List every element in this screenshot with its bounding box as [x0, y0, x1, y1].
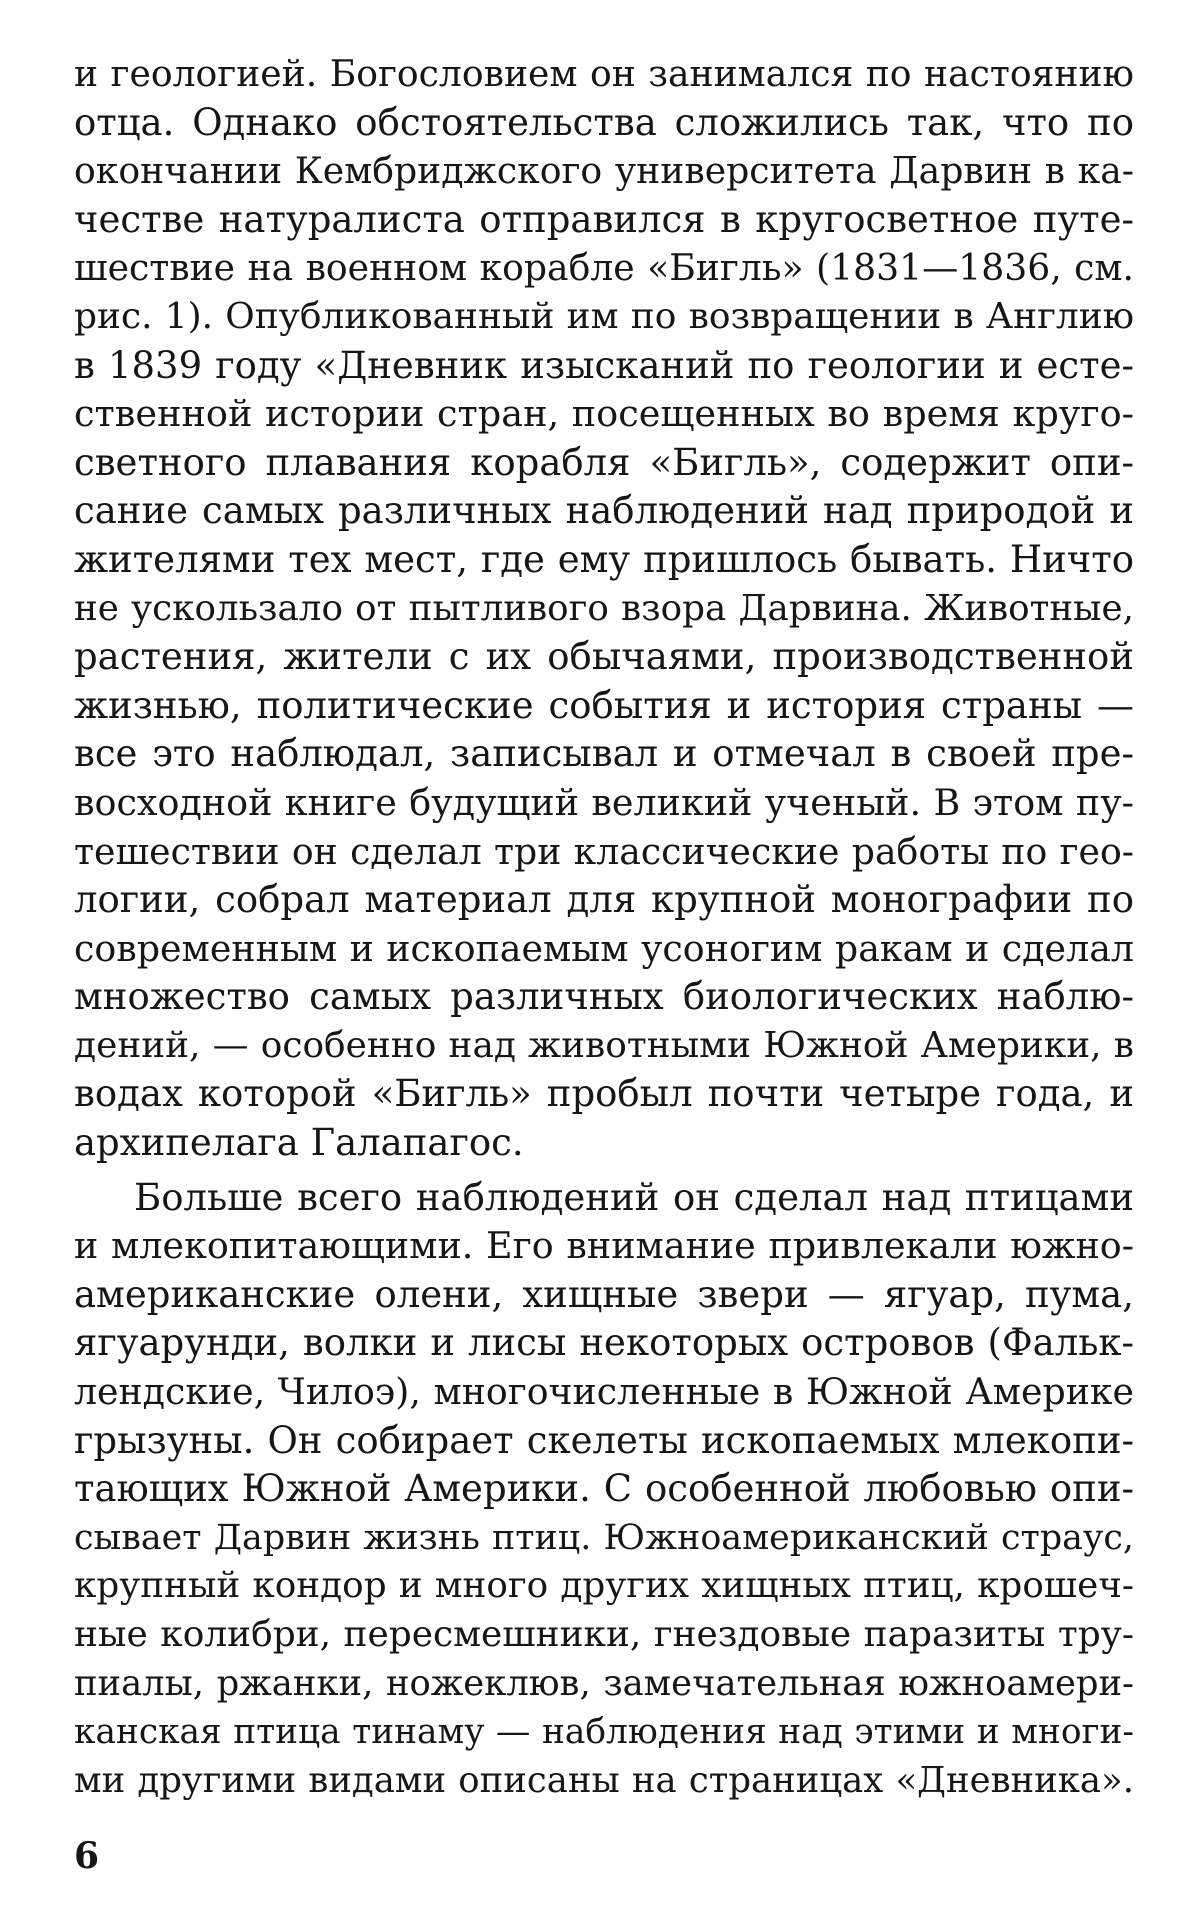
text-line: тающих Южной Америки. С особенной любовью опи- [74, 1467, 1134, 1511]
text-line: рис. 1). Опубликованный им по возвращении в Англию [74, 295, 1134, 337]
text-line: ственной истории стран, посещенных во время круго- [74, 392, 1134, 436]
text-line: канская птица тинаму — наблюдения над этими и многи- [74, 1712, 1134, 1753]
text-line: все это наблюдал, записывал и отмечал в своей пре- [74, 732, 1134, 776]
text-line: сание самых различных наблюдений над природой и [74, 489, 1134, 533]
text-line: не ускользало от пытливого взора Дарвина. Животные, [74, 587, 1134, 629]
text-line: ягуарунди, волки и лисы некоторых островов (Фальк- [74, 1321, 1134, 1365]
text-line: дений, — особенно над животными Южной Америки, в [74, 1024, 1134, 1066]
text-line: шествие на военном корабле «Бигль» (1831—1836, см. [74, 246, 1134, 290]
text-line: тешествии он сделал три классические работы по гео- [74, 829, 1134, 873]
text-line: множество самых различных биологических наблю- [74, 975, 1134, 1019]
text-line: в 1839 году «Дневник изысканий по геологии и есте- [74, 343, 1134, 387]
text-line: грызуны. Он собирает скелеты ископаемых млекопи- [74, 1418, 1134, 1462]
text-line: жителями тех мест, где ему пришлось бывать. Ничто [74, 537, 1134, 581]
text-line: растения, жители с их обычаями, производственной [74, 635, 1134, 679]
text-line: восходной книге будущий великий ученый. В этом пу- [74, 780, 1134, 824]
paragraph-1 [74, 50, 1134, 1168]
text-line: американские олени, хищные звери — ягуар, пума, [74, 1272, 1134, 1316]
text-line: ми другими видами описаны на страницах «Дневника». [74, 1759, 1134, 1801]
text-line: и млекопитающими. Его внимание привлекали южно- [74, 1224, 1134, 1268]
text-line: отца. Однако обстоятельства сложились так, что по [74, 100, 1134, 144]
text-line: лендские, Чилоэ), многочисленные в Южной Америке [74, 1370, 1134, 1414]
text-line: крупный кондор и много других хищных птиц, крошеч- [74, 1565, 1134, 1607]
page-number: 6 [74, 1835, 100, 1877]
text-line: жизнью, политические события и история страны — [74, 683, 1134, 727]
text-line: и геологией. Богословием он занимался по настоянию [74, 52, 1134, 95]
text-line: сывает Дарвин жизнь птиц. Южноамериканский страус, [74, 1517, 1134, 1558]
text-line: архипелага Галапагос. [74, 1121, 524, 1165]
text-line: окончании Кембриджского университета Дарвин в ка- [74, 149, 1134, 193]
text-line: честве натуралиста отправился в кругосветное путе- [74, 197, 1134, 241]
text-line: водах которой «Бигль» пробыл почти четыре года, и [74, 1072, 1134, 1116]
paragraph-2 [74, 1174, 1134, 1806]
text-line: пиалы, ржанки, ножеклюв, замечательная южноамери- [74, 1662, 1134, 1704]
text-line: Больше всего наблюдений он сделал над птицами [134, 1175, 1134, 1219]
body-text [74, 50, 1134, 1805]
text-line: светного плавания корабля «Бигль», содержит опи- [74, 440, 1134, 484]
text-line: ные колибри, пересмешники, гнездовые паразиты тру- [74, 1614, 1134, 1655]
text-line: современным и ископаемым усоногим ракам и сделал [74, 926, 1134, 970]
text-line: логии, собрал материал для крупной монографии по [74, 878, 1134, 922]
